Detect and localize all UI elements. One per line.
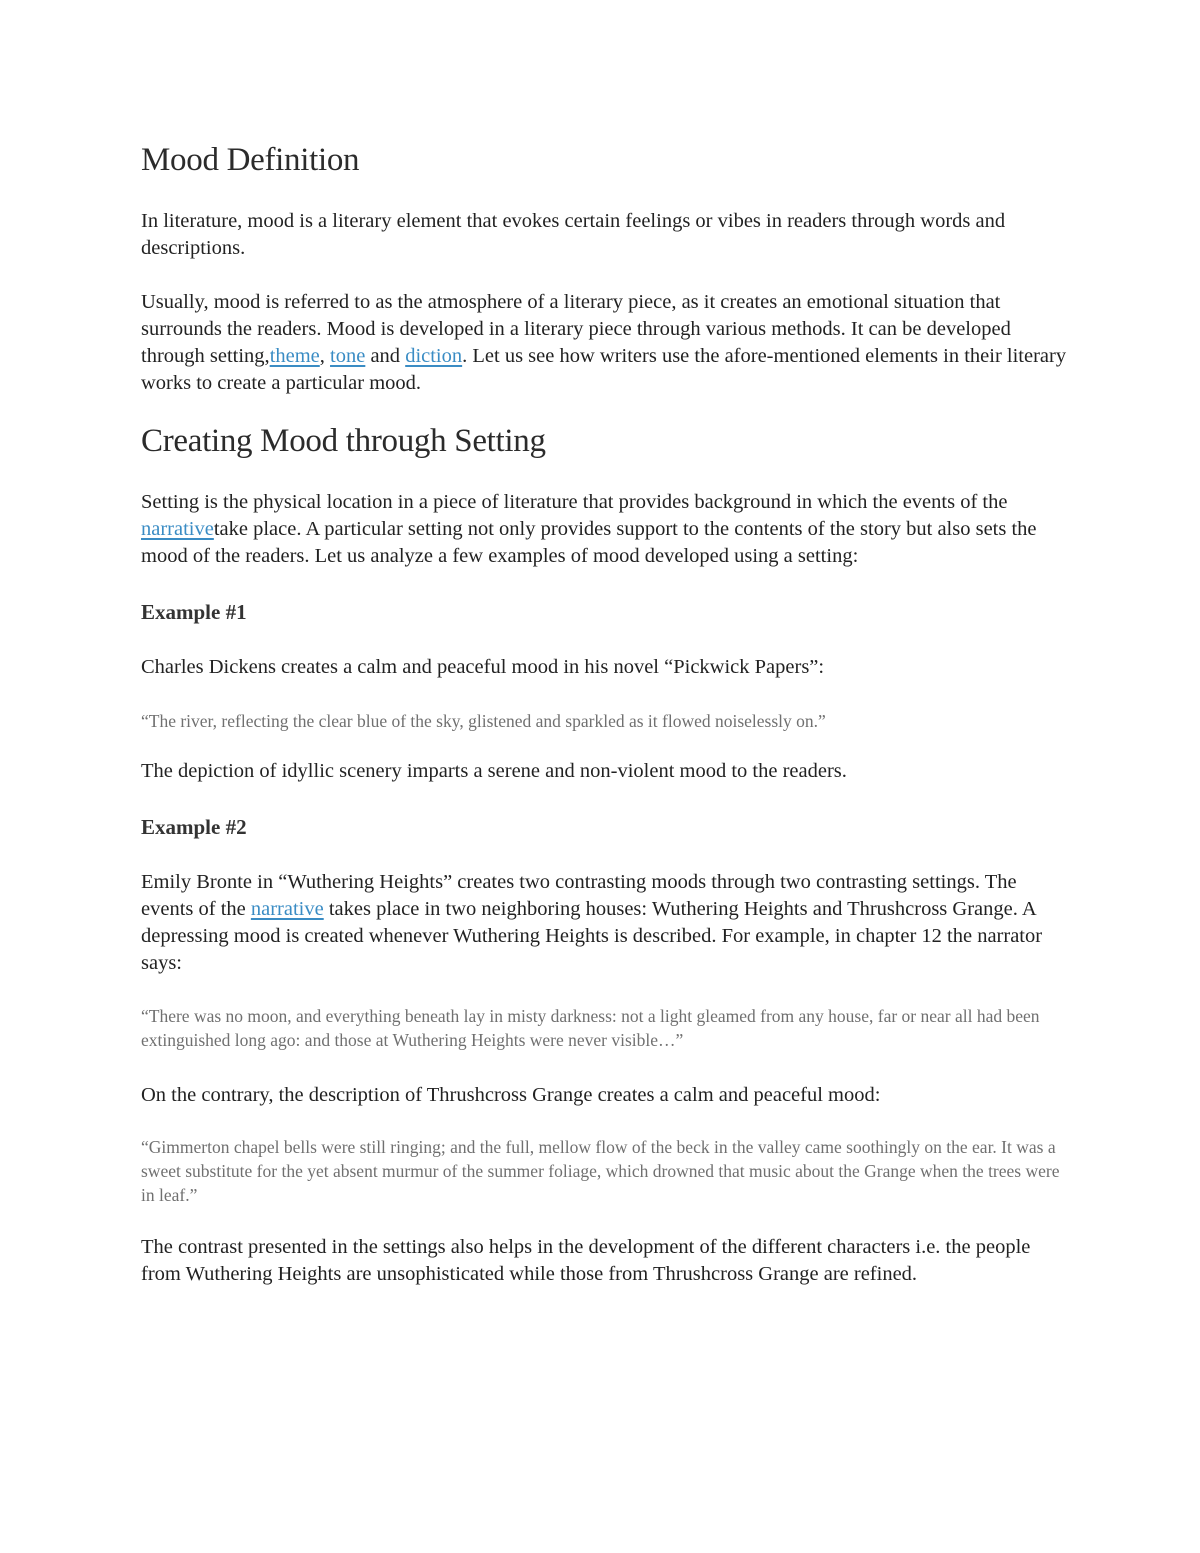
example1-quote: “The river, reflecting the clear blue of the sky, glistened and sparkled as it flowed noiselessly on.”	[141, 711, 826, 731]
atmosphere-text-pre: Usually, mood is referred to as the atmosphere of a literary piece, as it creates an emotional situation that surrounds the readers. Mood is developed in a literary piece through various methods. It can be developed through setting,	[141, 291, 1011, 367]
atmosphere-paragraph	[141, 289, 1071, 397]
heading-mood-definition: Mood Definition	[141, 142, 360, 178]
example1-heading: Example #1	[141, 600, 247, 624]
example2-intro-post: takes place in two neighboring houses: Wuthering Heights and Thrushcross Grange. A depressing mood is created whenever Wuthering Heights is described. For example, in chapter 12 the narrator says:	[141, 898, 1043, 974]
setting-text-post: take place. A particular setting not only provides support to the contents of the story but also sets the mood of the readers. Let us analyze a few examples of mood developed using a setting:	[141, 518, 1037, 567]
example2-contrary: On the contrary, the description of Thrushcross Grange creates a calm and peaceful mood:	[141, 1084, 881, 1106]
separator-comma: ,	[319, 345, 331, 367]
setting-paragraph	[141, 489, 1071, 570]
example1-intro: Charles Dickens creates a calm and peaceful mood in his novel “Pickwick Papers”:	[141, 656, 825, 678]
atmosphere-text-post: . Let us see how writers use the afore-mentioned elements in their literary works to create a particular mood.	[141, 345, 1067, 394]
example2-intro	[141, 869, 1071, 977]
link-narrative-2[interactable]: narrative	[250, 898, 324, 920]
intro-paragraph: In literature, mood is a literary element that evokes certain feelings or vibes in readers through words and descriptions.	[141, 210, 1006, 259]
link-narrative[interactable]: narrative	[141, 518, 214, 540]
heading-creating-mood-setting: Creating Mood through Setting	[141, 423, 546, 459]
link-theme[interactable]: theme	[269, 345, 320, 367]
example2-heading: Example #2	[141, 815, 247, 839]
example2-quote-wuthering: “There was no moon, and everything beneath lay in misty darkness: not a light gleamed from any house, far or near all had been extinguished long ago: and those at Wuthering Heights were never visible…”	[141, 1006, 1040, 1050]
example2-intro-pre: Emily Bronte in “Wuthering Heights” creates two contrasting moods through two contrasting settings. The events of the	[141, 871, 1017, 920]
setting-text-pre: Setting is the physical location in a piece of literature that provides background in which the events of the	[141, 491, 1008, 513]
link-tone[interactable]: tone	[330, 345, 366, 367]
separator-and: and	[365, 345, 406, 367]
example2-conclusion: The contrast presented in the settings also helps in the development of the different characters i.e. the people from Wuthering Heights are unsophisticated while those from Thrushcross Grange are refined.	[141, 1236, 1031, 1285]
example1-outro: The depiction of idyllic scenery imparts a serene and non-violent mood to the readers.	[141, 760, 847, 782]
example2-quote-grange: “Gimmerton chapel bells were still ringing; and the full, mellow flow of the beck in the valley came soothingly on the ear. It was a sweet substitute for the yet absent murmur of the summer foliage, which drowned that music about the Grange when the trees were in leaf.”	[141, 1137, 1060, 1205]
link-diction[interactable]: diction	[405, 345, 463, 367]
document-page	[141, 138, 1071, 1288]
